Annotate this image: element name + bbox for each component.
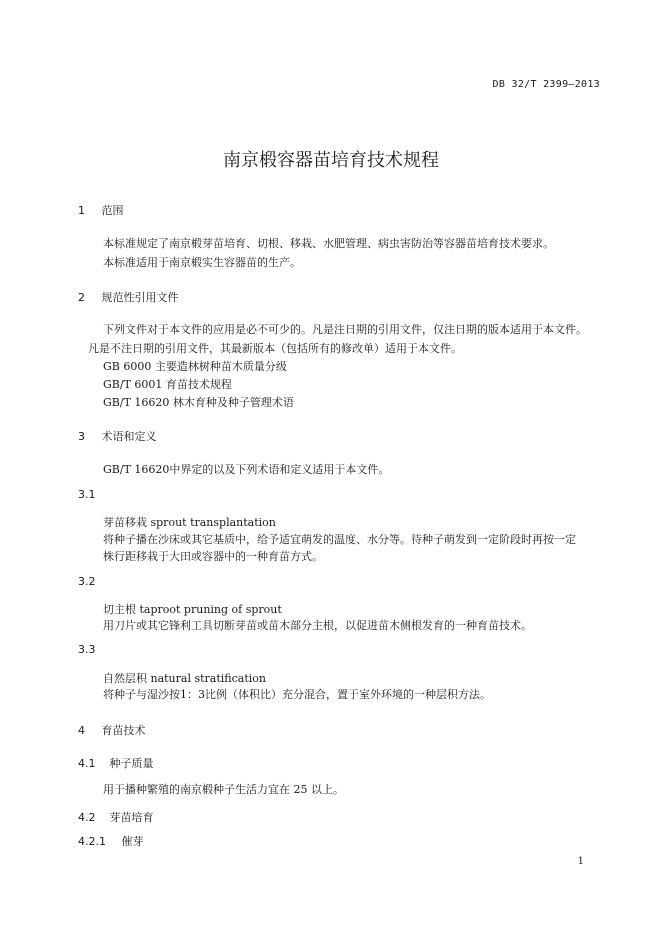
term: 芽苗移栽 sprout transplantation xyxy=(103,516,276,529)
section-title: 催芽 xyxy=(121,835,144,848)
section-3-heading xyxy=(78,428,157,444)
paragraph: 用于播种繁殖的南京椴种子生活力宜在 25 以上。 xyxy=(103,783,344,796)
reference-item: GB/T 16620 林木育种及种子管理术语 xyxy=(103,396,294,409)
section-title: 育苗技术 xyxy=(101,724,146,737)
section-number: 1 xyxy=(78,204,85,217)
section-number: 3.1 xyxy=(78,488,96,501)
section-title: 芽苗培育 xyxy=(109,811,154,824)
section-number: 4.1 xyxy=(78,757,96,770)
subsection-4-1-heading xyxy=(78,755,154,771)
subsection-4-2-1-heading xyxy=(78,833,144,849)
section-number: 4 xyxy=(78,724,85,737)
section-number: 4.2.1 xyxy=(78,835,106,848)
section-1-heading xyxy=(78,202,124,218)
section-2-heading xyxy=(78,289,179,305)
subsection-4-2-heading xyxy=(78,809,154,825)
reference-item: GB 6000 主要造林树种苗木质量分级 xyxy=(103,360,287,373)
section-title: 规范性引用文件 xyxy=(101,291,179,304)
section-title: 范围 xyxy=(101,204,124,217)
definition: 将种子与湿沙按1：3比例（体积比）充分混合，置于室外环境的一种层积方法。 xyxy=(103,688,491,701)
paragraph: 本标准规定了南京椴芽苗培育、切根、移栽、水肥管理、病虫害防治等容器苗培育技术要求。 xyxy=(103,237,554,250)
document-title: 南京椴容器苗培育技术规程 xyxy=(223,150,439,171)
section-number: 3.2 xyxy=(78,575,96,588)
definition: 用刀片或其它锋利工具切断芽苗或苗木部分主根，以促进苗木侧根发育的一种育苗技术。 xyxy=(103,619,532,632)
section-title: 种子质量 xyxy=(109,757,154,770)
section-4-heading xyxy=(78,722,146,738)
section-title: 术语和定义 xyxy=(101,430,157,443)
section-number: 4.2 xyxy=(78,811,96,824)
paragraph: 本标准适用于南京椴实生容器苗的生产。 xyxy=(103,256,301,269)
subsection-3-2-heading xyxy=(78,575,96,588)
definition: 将种子播在沙床或其它基质中，给予适宜萌发的温度、水分等。待种子萌发到一定阶段时再按一定 xyxy=(103,533,576,546)
term: 切主根 taproot pruning of sprout xyxy=(103,603,282,616)
page-number: 1 xyxy=(577,856,584,867)
paragraph: 下列文件对于本文件的应用是必不可少的。凡是注日期的引用文件，仅注日期的版本适用于本文件。 xyxy=(103,323,587,336)
paragraph-continuation: 凡是不注日期的引用文件，其最新版本（包括所有的修改单）适用于本文件。 xyxy=(88,342,462,355)
section-number: 3.3 xyxy=(78,643,96,656)
section-number: 3 xyxy=(78,430,85,443)
standard-number: DB 32/T 2399—2013 xyxy=(492,79,600,90)
subsection-3-1-heading xyxy=(78,488,96,501)
subsection-3-3-heading xyxy=(78,643,96,656)
section-number: 2 xyxy=(78,291,85,304)
term: 自然层积 natural stratification xyxy=(103,672,266,685)
reference-item: GB/T 6001 育苗技术规程 xyxy=(103,378,232,391)
paragraph: GB/T 16620中界定的以及下列术语和定义适用于本文件。 xyxy=(103,463,390,476)
definition-continuation: 株行距移栽于大田或容器中的一种育苗方式。 xyxy=(103,550,323,563)
